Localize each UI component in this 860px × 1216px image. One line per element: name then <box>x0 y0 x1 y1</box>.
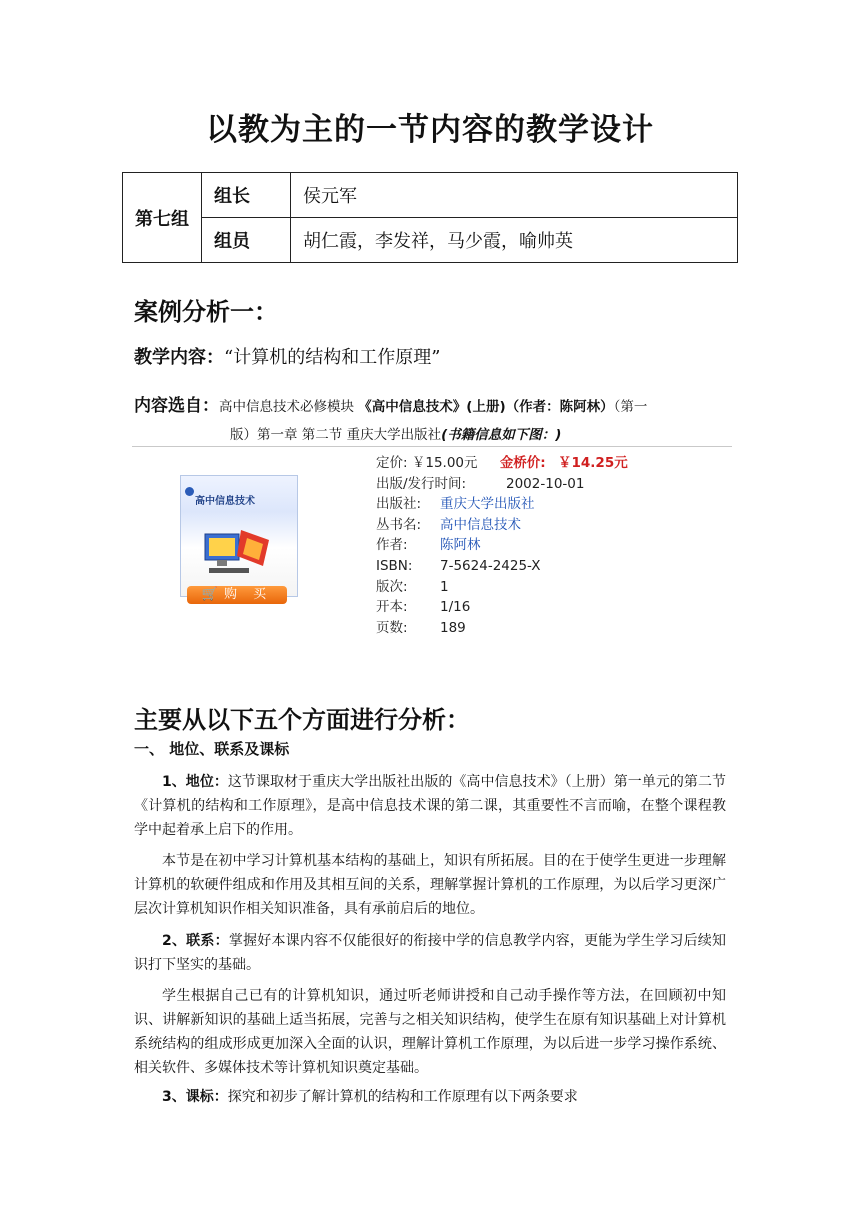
computer-illustration-icon <box>203 526 273 576</box>
publisher-link[interactable]: 重庆大学出版社 <box>440 496 535 513</box>
book-info-image <box>132 446 732 647</box>
promo-label: 金桥价: <box>499 455 546 471</box>
promo-price: ￥14.25元 <box>558 455 628 471</box>
source-note: (书籍信息如下图：) <box>441 427 562 443</box>
date-value: 2002-10-01 <box>506 475 585 492</box>
document-title: 以教为主的一节内容的教学设计 <box>206 112 654 148</box>
connection-text: 掌握好本课内容不仅能很好的衔接中学的信息教学内容，更能为学生学习后续知识打下坚实的基础。 <box>134 933 727 973</box>
edition-row <box>376 577 628 598</box>
pages-label: 页数: <box>376 619 408 636</box>
position-text: 这节课取材于重庆大学出版社出版的《高中信息技术》（上册）第一单元的第二节《计算机的结构和工作原理》，是高中信息技术课的第二课，其重要性不言而喻，在整个课程教学中起着承上启下的作用。 <box>134 774 726 838</box>
isbn-row <box>376 556 628 577</box>
format-label: 开本: <box>376 599 408 616</box>
format-row <box>376 597 628 618</box>
teaching-content-label: 教学内容： <box>134 347 224 368</box>
price-value: ￥15.00元 <box>411 455 478 471</box>
edition-label: 版次: <box>376 578 408 595</box>
standard-text: 探究和初步了解计算机的结构和工作原理有以下两条要求 <box>227 1089 578 1105</box>
paragraph-position-2: 本节是在初中学习计算机基本结构的基础上，知识有所拓展。目的在于使学生更进一步理解计算机的软硬件组成和作用及其相互间的关系，理解掌握计算机的工作原理，为以后学习更深广层次计算机知识作相关知识准备，具有承前启后的地位。 <box>134 853 726 917</box>
book-cover <box>180 475 298 597</box>
cart-icon: 🛒 <box>201 587 225 602</box>
paragraph-connection-2: 学生根据自己已有的计算机知识，通过听老师讲授和自己动手操作等方法，在回顾初中知识、讲解新知识的基础上适当拓展，完善与之相关知识结构，使学生在原有知识基础上对计算机系统结构的组成形成更加深入全面的认识，理解计算机工作原理，为以后进一步学习操作系统、相关软件、多媒体技术等计算机知识奠定基础。 <box>134 988 726 1076</box>
book-details <box>376 453 628 638</box>
series-label: 丛书名: <box>376 516 422 533</box>
buy-button[interactable] <box>187 586 287 604</box>
section-1-heading: 一、 地位、联系及课标 <box>134 740 290 758</box>
position-label: 1、地位： <box>162 774 228 790</box>
source-book-title: 《高中信息技术》(上册)（作者：陈阿林） <box>358 399 614 415</box>
source-line-2 <box>230 423 561 443</box>
buy-button-label: 购 买 <box>224 587 273 602</box>
author-label: 作者: <box>376 537 408 554</box>
teaching-content-value: “计算机的结构和工作原理” <box>224 347 441 368</box>
case-heading: 案例分析一： <box>134 298 278 326</box>
author-row <box>376 535 628 556</box>
paragraph-position <box>134 770 726 842</box>
format-value: 1/16 <box>440 599 471 616</box>
date-label: 出版/发行时间: <box>376 475 467 492</box>
series-link[interactable]: 高中信息技术 <box>440 516 521 533</box>
edition-value: 1 <box>440 578 449 595</box>
date-row <box>376 474 628 495</box>
main-heading: 主要从以下五个方面进行分析： <box>134 706 470 734</box>
publisher-logo-icon <box>185 487 194 496</box>
leader-label: 组长 <box>202 173 291 218</box>
source-chapter: 版）第一章 第二节 重庆大学出版社 <box>230 427 442 443</box>
source-edition-start: （第一 <box>613 399 648 415</box>
series-row <box>376 515 628 536</box>
isbn-label: ISBN: <box>376 557 413 574</box>
leader-name: 侯元军 <box>291 173 738 218</box>
paragraph-standard <box>134 1085 726 1109</box>
teaching-content <box>134 343 440 369</box>
pages-row <box>376 618 628 639</box>
source-line-1 <box>134 391 647 416</box>
source-label: 内容选自： <box>134 396 219 416</box>
cover-title: 高中信息技术 <box>195 496 255 507</box>
publisher-label: 出版社: <box>376 496 422 513</box>
members-names: 胡仁霞，李发祥，马少霞，喻帅英 <box>291 218 738 263</box>
group-name: 第七组 <box>123 173 202 263</box>
group-info-table <box>122 172 738 263</box>
connection-label: 2、联系： <box>162 933 229 949</box>
publisher-row <box>376 494 628 515</box>
paragraph-connection <box>134 929 726 977</box>
pages-value: 189 <box>440 619 466 636</box>
author-link[interactable]: 陈阿林 <box>440 537 481 554</box>
isbn-value: 7-5624-2425-X <box>440 557 541 574</box>
members-label: 组员 <box>202 218 291 263</box>
price-label: 定价: <box>376 455 408 471</box>
standard-label: 3、课标： <box>162 1089 228 1105</box>
source-module: 高中信息技术必修模块 <box>219 399 359 415</box>
price-row <box>376 453 628 474</box>
